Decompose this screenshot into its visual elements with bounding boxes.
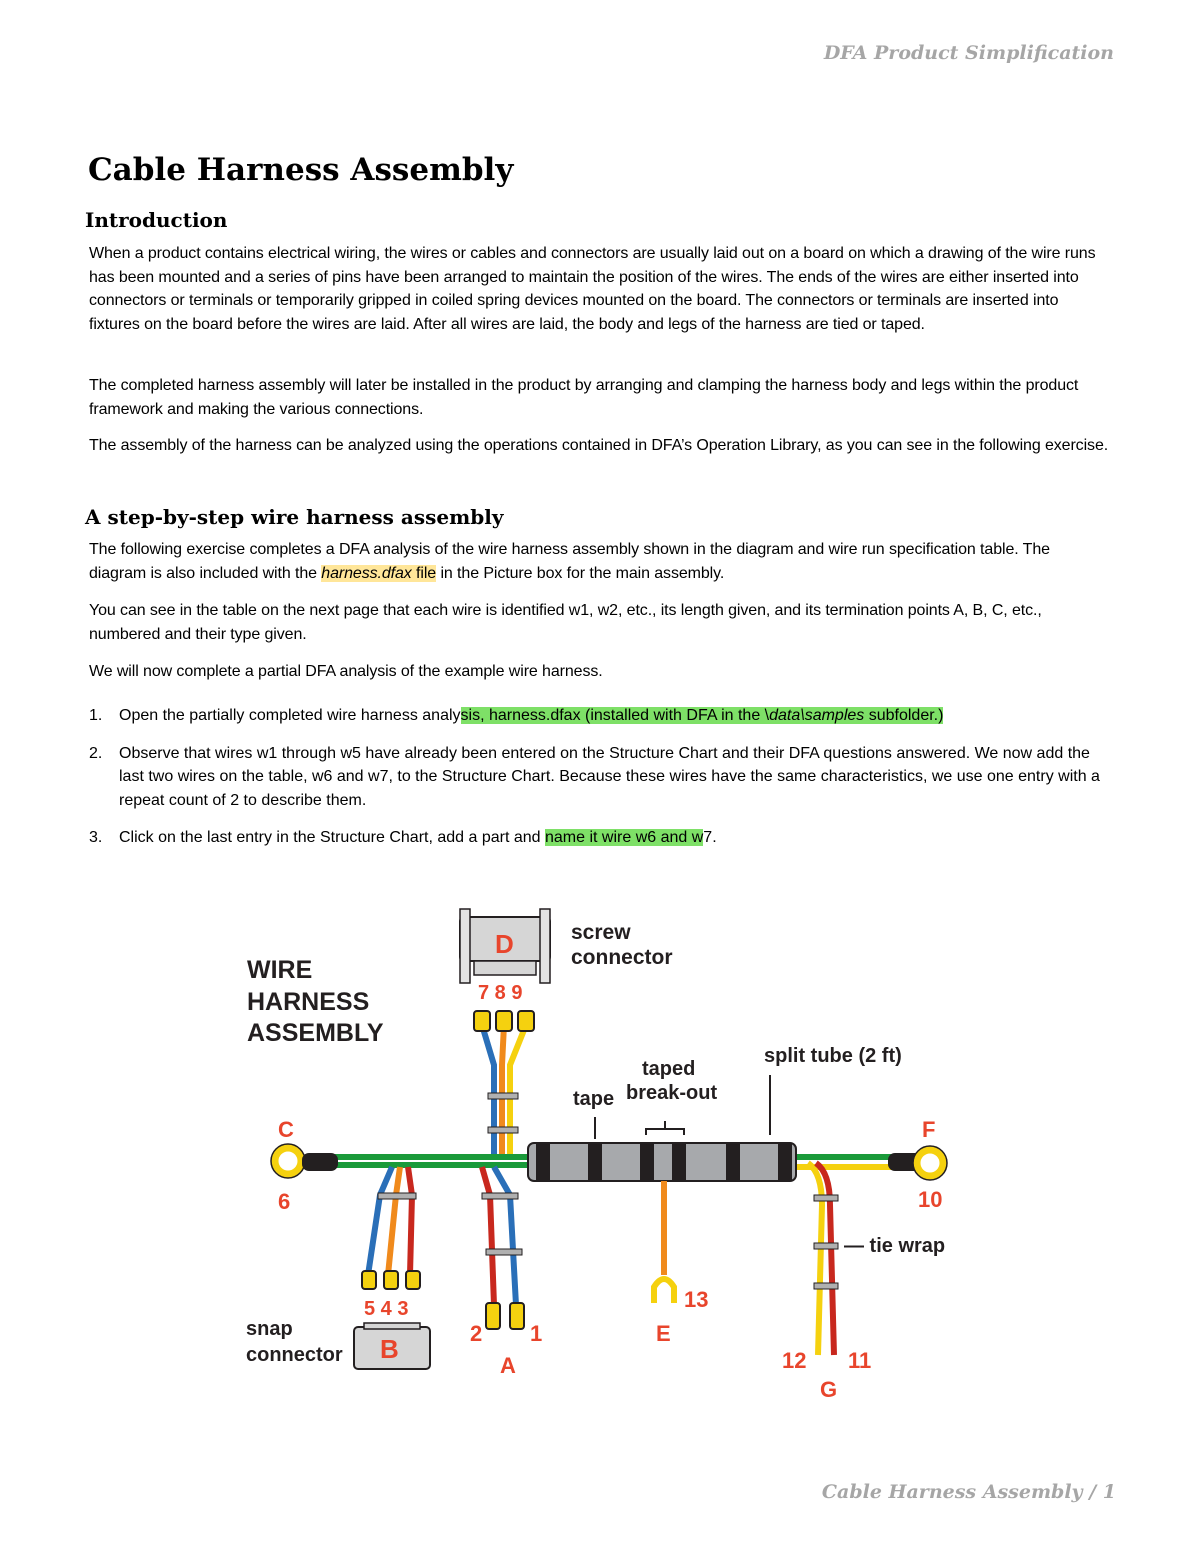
wires-to-d xyxy=(482,1025,526,1155)
terminal-e xyxy=(654,1279,674,1303)
step-item-2 xyxy=(89,742,1109,813)
snap-label-line1: snap xyxy=(246,1318,293,1340)
wires-to-b xyxy=(368,1167,412,1275)
tape-label: tape xyxy=(573,1088,615,1110)
step-text-end: 7. xyxy=(703,829,717,846)
step-heading: A step-by-step wire harness assembly xyxy=(85,505,504,529)
tie-wrap-label: — tie wrap xyxy=(844,1235,946,1257)
snap-label-line2: connector xyxy=(246,1344,343,1366)
step-number: 2. xyxy=(89,744,103,762)
page-footer: Cable Harness Assembly / 1 xyxy=(821,1481,1116,1503)
file-name-highlight: harness.dfax xyxy=(321,564,412,582)
terminal-c xyxy=(271,1144,338,1178)
intro-paragraph-2: The completed harness assembly will later be installed in the product by arranging and clamping the harness body and legs within the product framework and making the various connections. xyxy=(89,377,1079,418)
step-highlight: name it wire w6 and w xyxy=(545,829,704,846)
screw-label-line1: screw xyxy=(571,921,631,944)
screw-label-line2: connector xyxy=(571,946,673,969)
step-text: Click on the last entry in the Structure Chart, add a part and xyxy=(119,829,545,846)
label-e: E xyxy=(656,1321,671,1346)
tie-a-lower xyxy=(486,1249,522,1255)
tie-d-upper xyxy=(488,1093,518,1099)
step-text: Observe that wires w1 through w5 have already been entered on the Structure Chart and their DFA questions answered. We now add the last two wires on the table, w6 and w7, to the Structure Chart. Because these wires have the same characteristics, we use one entry with a repeat count of 2 to describe them. xyxy=(119,744,1100,809)
label-d: D xyxy=(495,929,514,959)
harness-illustration xyxy=(238,905,958,1405)
intro-paragraph-1: When a product contains electrical wiring, the wires or cables and connectors are usually laid out on a board on which a drawing of the wire runs has been mounted and a series of pins have been arranged to maintain the position of the wires. The ends of the wires are either inserted into connectors or terminals or temporarily gripped in coiled spring devices mounted on the board. The connectors or terminals are inserted into fixtures on the board before the wires are laid. After all wires are laid, the body and legs of the harness are tied or taped. xyxy=(89,245,1096,333)
diagram-title-line2: HARNESS xyxy=(247,988,370,1016)
file-word-highlight: file xyxy=(411,564,437,582)
step-number: 3. xyxy=(89,829,103,846)
split-tube-label: split tube (2 ft) xyxy=(764,1045,902,1067)
tie-g-lower xyxy=(814,1283,838,1289)
step-list xyxy=(89,704,1109,864)
tie-a-upper xyxy=(482,1193,518,1199)
terminal-f xyxy=(888,1146,947,1180)
step-p1-end: in the Picture box for the main assembly. xyxy=(436,564,725,582)
label-g: G xyxy=(820,1377,838,1402)
terminals-a xyxy=(486,1303,524,1329)
label-7-8-9: 7 8 9 xyxy=(478,982,523,1004)
label-1: 1 xyxy=(530,1321,543,1346)
label-10: 10 xyxy=(918,1187,943,1212)
tie-b xyxy=(378,1193,416,1199)
taped-label-line2: break-out xyxy=(626,1082,718,1104)
label-5-4-3: 5 4 3 xyxy=(364,1298,409,1320)
wires-to-a xyxy=(482,1167,516,1305)
step-p1-start: The following exercise completes a DFA analysis of the wire harness assembly shown in the diagram and wire run specification table. The diagram is also included with the xyxy=(89,541,1050,582)
tie-g-middle xyxy=(814,1243,838,1249)
label-11: 11 xyxy=(848,1348,872,1373)
step-item-3 xyxy=(89,826,1109,850)
tie-d-lower xyxy=(488,1127,518,1133)
page-title: Cable Harness Assembly xyxy=(88,152,514,188)
taped-pointer xyxy=(646,1121,684,1135)
wire-harness-diagram xyxy=(238,905,958,1405)
step-text: Open the partially completed wire harness analy xyxy=(119,707,461,724)
wires-to-g xyxy=(808,1163,834,1355)
snap-connector-b xyxy=(354,1323,430,1369)
step-highlight: sis, harness.dfax (installed with DFA in the \ xyxy=(460,707,770,724)
label-6: 6 xyxy=(278,1189,291,1214)
diagram-title-line3: ASSEMBLY xyxy=(247,1019,384,1047)
running-header: DFA Product Simplification xyxy=(823,42,1114,64)
label-c: C xyxy=(278,1117,294,1142)
taped-label-line1: taped xyxy=(642,1058,696,1080)
step-highlight-italic: data\samples xyxy=(769,707,865,724)
label-a: A xyxy=(500,1353,516,1378)
diagram-title-line1: WIRE xyxy=(247,956,313,984)
screw-connector-d xyxy=(460,909,550,983)
split-tube xyxy=(528,1143,796,1181)
step-paragraph-2: You can see in the table on the next page that each wire is identified w1, w2, etc., its length given, and its termination points A, B, C, etc., numbered and their type given. xyxy=(89,602,1042,643)
label-f: F xyxy=(922,1117,936,1142)
tie-g-upper xyxy=(814,1195,838,1201)
label-2: 2 xyxy=(470,1321,483,1346)
intro-heading: Introduction xyxy=(85,208,228,232)
step-item-1 xyxy=(89,704,1109,728)
step-number: 1. xyxy=(89,707,103,724)
step-highlight-end: subfolder.) xyxy=(864,707,944,724)
label-12: 12 xyxy=(782,1348,807,1373)
terminals-d xyxy=(474,1011,534,1031)
step-paragraph-3: We will now complete a partial DFA analysis of the example wire harness. xyxy=(89,663,603,680)
label-b: B xyxy=(380,1334,399,1364)
intro-paragraph-3: The assembly of the harness can be analyzed using the operations contained in DFA’s Operation Library, as you can see in the following exercise. xyxy=(89,437,1109,454)
step-paragraph-1 xyxy=(89,538,1109,585)
terminals-b xyxy=(362,1271,420,1289)
label-13: 13 xyxy=(684,1287,709,1312)
